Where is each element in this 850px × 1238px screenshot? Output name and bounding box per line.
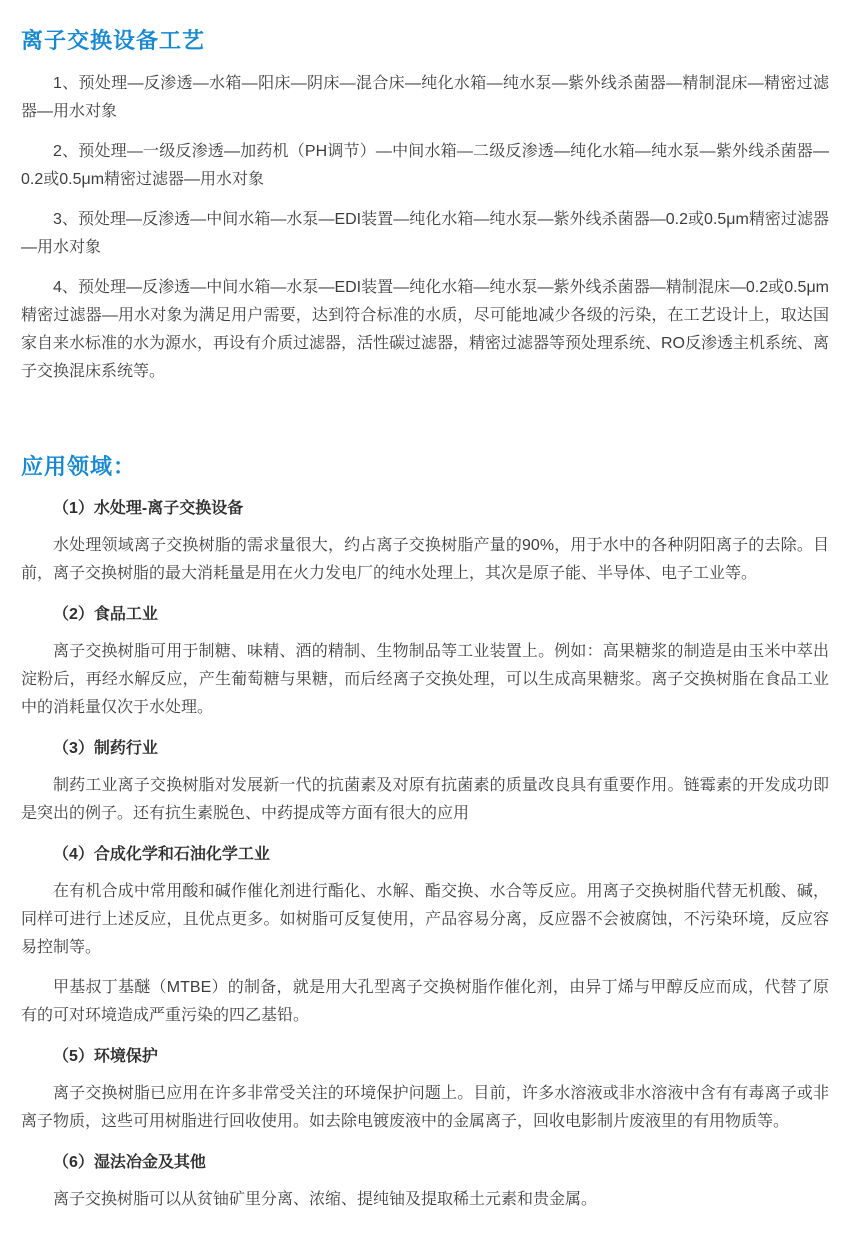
process-step-4: 4、预处理—反渗透—中间水箱—水泵—EDI装置—纯化水箱—纯水泵—紫外线杀菌器—精制混床—0.2或0.5μm精密过滤器—用水对象为满足用户需要，达到符合标准的水质，尽可能地减少各级的污染，在工艺设计上，取达国家自来水标准的水为源水，再设有介质过滤器，活性碳过滤器，精密过滤器等预处理系统、RO反渗透主机系统、离子交换混床系统等。 bbox=[21, 279, 830, 380]
application-entry-2-paragraph: 离子交换树脂可用于制糖、味精、酒的精制、生物制品等工业装置上。例如：高果糖浆的制造是由玉米中萃出淀粉后，再经水解反应，产生葡萄糖与果糖，而后经离子交换处理，可以生成高果糖浆。离子交换树脂在食品工业中的消耗量仅次于水处理。 bbox=[21, 643, 829, 716]
application-entry-5-paragraph: 离子交换树脂已应用在许多非常受关注的环境保护问题上。目前，许多水溶液或非水溶液中含有有毒离子或非离子物质，这些可用树脂进行回收使用。如去除电镀废液中的金属离子，回收电影制片废液里的有用物质等。 bbox=[21, 1085, 829, 1130]
application-entry-4-heading: （4）合成化学和石油化学工业 bbox=[53, 846, 270, 863]
application-entry-2-heading: （2）食品工业 bbox=[53, 606, 158, 623]
application-section-title: 应用领域： bbox=[21, 454, 137, 479]
application-entry-4-paragraph-2: 甲基叔丁基醚（MTBE）的制备，就是用大孔型离子交换树脂作催化剂，由异丁烯与甲醇反应而成，代替了原有的可对环境造成严重污染的四乙基铅。 bbox=[21, 979, 829, 1024]
application-entry-6-heading: （6）湿法冶金及其他 bbox=[53, 1154, 206, 1171]
process-step-1: 1、预处理—反渗透—水箱—阳床—阴床—混合床—纯化水箱—纯水泵—紫外线杀菌器—精制混床—精密过滤器—用水对象 bbox=[21, 75, 829, 120]
process-section-title: 离子交换设备工艺 bbox=[21, 28, 206, 53]
application-entry-4-paragraph-1: 在有机合成中常用酸和碱作催化剂进行酯化、水解、酯交换、水合等反应。用离子交换树脂代替无机酸、碱，同样可进行上述反应，且优点更多。如树脂可反复使用，产品容易分离，反应器不会被腐蚀，不污染环境，反应容易控制等。 bbox=[21, 883, 829, 956]
application-entry-3-paragraph: 制药工业离子交换树脂对发展新一代的抗菌素及对原有抗菌素的质量改良具有重要作用。链霉素的开发成功即是突出的例子。还有抗生素脱色、中药提成等方面有很大的应用 bbox=[21, 777, 829, 822]
process-step-2: 2、预处理—一级反渗透—加药机（PH调节）—中间水箱—二级反渗透—纯化水箱—纯水泵—紫外线杀菌器—0.2或0.5μm精密过滤器—用水对象 bbox=[21, 143, 829, 188]
process-step-3: 3、预处理—反渗透—中间水箱—水泵—EDI装置—纯化水箱—纯水泵—紫外线杀菌器—0.2或0.5μm精密过滤器—用水对象 bbox=[21, 211, 829, 256]
application-entry-5-heading: （5）环境保护 bbox=[53, 1048, 158, 1065]
application-entry-1-heading: （1）水处理-离子交换设备 bbox=[53, 500, 244, 517]
application-entry-1-paragraph: 水处理领域离子交换树脂的需求量很大，约占离子交换树脂产量的90%，用于水中的各种阴阳离子的去除。目前，离子交换树脂的最大消耗量是用在火力发电厂的纯水处理上，其次是原子能、半导体、电子工业等。 bbox=[21, 537, 829, 582]
application-entry-3-heading: （3）制药行业 bbox=[53, 740, 158, 757]
application-entry-6-paragraph: 离子交换树脂可以从贫铀矿里分离、浓缩、提纯铀及提取稀土元素和贵金属。 bbox=[53, 1191, 598, 1208]
